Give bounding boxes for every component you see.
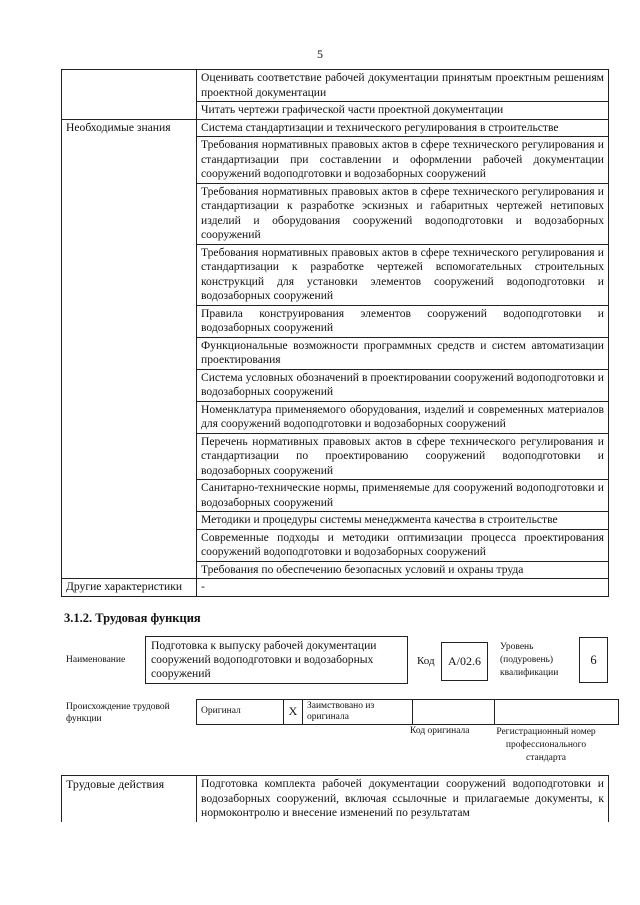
row-text: Функциональные возможности программных средств и систем автоматизации проектирования: [197, 337, 609, 369]
original-label-cell: Оригинал: [197, 700, 284, 725]
row-text: Современные подходы и методики оптимизации процесса проектирования сооружений водоподготовки и водозаборных сооружений: [197, 529, 609, 561]
origin-label: [66, 701, 194, 725]
origin-table: [196, 699, 619, 725]
competency-table: [61, 69, 609, 597]
row-label: Необходимые знания: [62, 119, 197, 579]
code-label: Код: [417, 655, 435, 667]
name-label: Наименование: [66, 655, 126, 665]
registration-number-cell: [495, 700, 619, 725]
row-text: Требования нормативных правовых актов в сфере технического регулирования и стандартизации при составлении и оформлении рабочей документации сооружений водоподготовки и водозаборных сооружений: [197, 137, 609, 184]
row-text: Правила конструирования элементов сооружений водоподготовки и водозаборных сооружений: [197, 305, 609, 337]
row-text: Система условных обозначений в проектировании сооружений водоподготовки и водозаборных сооружений: [197, 369, 609, 401]
table-row: [62, 119, 609, 137]
original-code-cell: [413, 700, 495, 725]
original-code-caption: Код оригинала: [410, 726, 470, 736]
row-text: Перечень нормативных правовых актов в сфере технического регулирования и стандартизации по проектированию сооружений водоподготовки и водозаборных сооружений: [197, 433, 609, 480]
row-text: Требования по обеспечению безопасных условий и охраны труда: [197, 561, 609, 579]
row-text: Номенклатура применяемого оборудования, изделий и современных материалов для сооружений водоподготовки и водозаборных сооружений: [197, 401, 609, 433]
row-text: Система стандартизации и технического регулирования в строительстве: [197, 119, 609, 137]
row-label: Другие характеристики: [62, 579, 197, 597]
qualification-level-label-text: Уровень (подуровень) квалификации: [500, 642, 559, 678]
page-number: 5: [317, 47, 323, 61]
row-text: Требования нормативных правовых актов в сфере технического регулирования и стандартизации к разработке чертежей вспомогательных строительных конструкций для установки элементов сооружений водоподготовки и водозаборных сооружений: [197, 244, 609, 305]
row-text: Оценивать соответствие рабочей документации принятым проектным решениям проектной документации: [197, 70, 609, 102]
row-text: Читать чертежи графической части проектной документации: [197, 102, 609, 120]
function-code-value: А/02.6: [441, 642, 488, 681]
labor-actions-table: [61, 775, 609, 822]
section-title: 3.1.2. Трудовая функция: [64, 611, 201, 625]
actions-text: Подготовка комплекта рабочей документации сооружений водоподготовки и водозаборных сооружений, включая ссылочные и прилагаемые документы, к нормоконтролю и внесение изменений по результатам: [197, 776, 609, 822]
row-text: Методики и процедуры системы менеджмента качества в строительстве: [197, 512, 609, 530]
actions-label: Трудовые действия: [62, 776, 197, 822]
original-mark-cell: Х: [284, 700, 303, 725]
row-text: Санитарно-технические нормы, применяемые для сооружений водоподготовки и водозаборных сооружений: [197, 480, 609, 512]
registration-number-caption: Регистрационный номер профессионального стандарта: [496, 727, 596, 763]
qualification-level-value: 6: [579, 637, 608, 683]
function-name-value: Подготовка к выпуску рабочей документации сооружений водоподготовки и водозаборных сооружений: [145, 636, 408, 684]
row-text: Требования нормативных правовых актов в сфере технического регулирования и стандартизации к разработке эскизных и габаритных чертежей нетиповых изделий и оборудования сооружений водоподготовки и водозаборных сооружений: [197, 183, 609, 244]
qualification-level-label: [500, 641, 574, 680]
table-row: [62, 579, 609, 597]
table-row: [62, 776, 609, 822]
row-text: -: [197, 579, 609, 597]
borrowed-label-cell: Заимствовано из оригинала: [303, 700, 413, 725]
origin-label-text: Происхождение трудовой функции: [66, 702, 170, 724]
row-label: [62, 70, 197, 120]
table-row: [62, 70, 609, 102]
